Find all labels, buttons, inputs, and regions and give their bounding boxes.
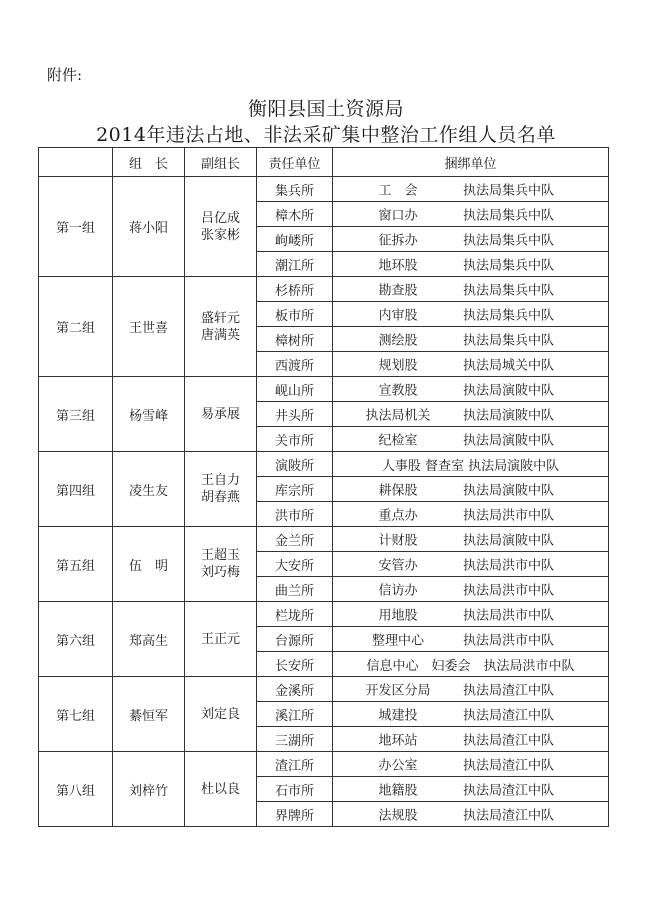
responsible-unit: 关市所 [257, 427, 333, 452]
bound-unit-squad: 执法局集兵中队 [463, 233, 555, 249]
deputy-name: 吕亿成 [200, 210, 240, 226]
group-name: 第八组 [39, 752, 113, 827]
group-name: 第一组 [39, 177, 113, 277]
bound-units [333, 252, 609, 277]
deputy-leaders [185, 527, 257, 602]
group-leader: 郑高生 [113, 602, 185, 677]
bound-unit-squad: 执法局渣江中队 [463, 783, 555, 799]
bound-units [333, 277, 609, 302]
document-subtitle: 2014年违法占地、非法采矿集中整治工作组人员名单 [96, 124, 556, 146]
bound-units [333, 652, 609, 677]
bound-unit-office: 耕保股 [378, 483, 418, 499]
header-row [39, 148, 609, 177]
bound-units [333, 427, 609, 452]
bound-unit-office: 办公室 [378, 758, 418, 774]
bound-unit-squad: 执法局集兵中队 [463, 283, 555, 299]
group-leader: 刘梓竹 [113, 752, 185, 827]
bound-unit-office: 地环站 [378, 733, 418, 749]
responsible-unit: 樟树所 [257, 327, 333, 352]
table-row [39, 677, 609, 702]
deputy-name: 胡春燕 [200, 490, 240, 505]
bound-units [333, 352, 609, 377]
bound-unit-office: 用地股 [378, 608, 418, 624]
group-leader: 王世喜 [113, 277, 185, 377]
bound-unit-office: 宣教股 [378, 383, 418, 399]
bound-units [333, 202, 609, 227]
responsible-unit: 曲兰所 [257, 577, 333, 602]
bound-unit-office: 勘查股 [378, 283, 418, 299]
responsible-unit: 岣嵝所 [257, 227, 333, 252]
responsible-unit: 金兰所 [257, 527, 333, 552]
deputy-name: 易承展 [200, 406, 240, 422]
bound-unit-squad: 执法局城关中队 [463, 358, 555, 374]
deputy-name: 刘巧梅 [200, 565, 240, 580]
responsible-unit: 三湖所 [257, 727, 333, 752]
responsible-unit: 板市所 [257, 302, 333, 327]
group-name: 第六组 [39, 602, 113, 677]
bound-units [333, 777, 609, 802]
group-leader: 杨雪峰 [113, 377, 185, 452]
deputy-leaders [185, 177, 257, 277]
deputy-name: 刘定良 [200, 706, 240, 722]
bound-unit-squad: 执法局洪市中队 [463, 633, 555, 649]
table-row [39, 452, 609, 477]
responsible-unit: 溪江所 [257, 702, 333, 727]
col-header-group [39, 148, 113, 177]
table-row [39, 177, 609, 202]
bound-unit-squad: 执法局渣江中队 [463, 733, 555, 749]
table-row [39, 527, 609, 552]
bound-unit-squad: 执法局洪市中队 [463, 558, 555, 574]
responsible-unit: 库宗所 [257, 477, 333, 502]
responsible-unit: 西渡所 [257, 352, 333, 377]
bound-unit-squad: 执法局渣江中队 [463, 708, 555, 724]
bound-unit-office: 执法局机关 [365, 408, 431, 424]
deputy-leaders [185, 602, 257, 677]
deputy-name: 唐满英 [200, 327, 240, 343]
bound-unit-office: 测绘股 [378, 333, 418, 349]
col-header-leader: 组 长 [113, 148, 185, 177]
bound-unit-office: 整理中心 [371, 633, 424, 649]
bound-unit-squad: 执法局渣江中队 [463, 758, 555, 774]
deputy-leaders [185, 452, 257, 527]
bound-unit-office: 规划股 [378, 358, 418, 374]
bound-units [333, 627, 609, 652]
bound-unit-office: 地环股 [378, 258, 418, 274]
bound-unit-office: 安管办 [378, 558, 418, 574]
deputy-leaders [185, 377, 257, 452]
col-header-deputy: 副组长 [185, 148, 257, 177]
bound-unit-squad: 执法局演陂中队 [463, 408, 555, 424]
deputy-name: 张家彬 [200, 227, 240, 243]
bound-units [333, 402, 609, 427]
responsible-unit: 界牌所 [257, 802, 333, 827]
responsible-unit: 岘山所 [257, 377, 333, 402]
bound-units [333, 802, 609, 827]
bound-unit-squad: 执法局集兵中队 [463, 308, 555, 324]
bound-unit-squad: 执法局演陂中队 [463, 483, 555, 499]
bound-unit-squad: 执法局洪市中队 [463, 508, 555, 524]
table-row [39, 277, 609, 302]
responsible-unit: 石市所 [257, 777, 333, 802]
bound-unit-squad: 执法局集兵中队 [463, 333, 555, 349]
bound-units [333, 577, 609, 602]
group-name: 第二组 [39, 277, 113, 377]
deputy-name: 王正元 [200, 631, 240, 647]
bound-unit-squad: 执法局集兵中队 [463, 258, 555, 274]
attachment-label: 附件: [47, 66, 83, 84]
group-name: 第三组 [39, 377, 113, 452]
document-title: 衡阳县国土资源局 [247, 98, 404, 120]
deputy-leaders [185, 677, 257, 752]
deputy-name: 杜以良 [200, 781, 240, 797]
responsible-unit: 杉桥所 [257, 277, 333, 302]
bound-unit-squad: 执法局集兵中队 [463, 183, 555, 199]
bound-units [333, 502, 609, 527]
bound-unit-squad: 执法局渣江中队 [463, 808, 555, 824]
bound-unit-combined: 人事股 督查室 执法局演陂中队 [381, 458, 560, 474]
responsible-unit: 演陂所 [257, 452, 333, 477]
group-leader: 蒋小阳 [113, 177, 185, 277]
bound-unit-squad: 执法局洪市中队 [463, 608, 555, 624]
table-row [39, 602, 609, 627]
roster-table [38, 147, 609, 827]
bound-unit-office: 计财股 [378, 533, 418, 549]
bound-unit-office: 重点办 [378, 508, 418, 524]
responsible-unit: 台源所 [257, 627, 333, 652]
group-name: 第七组 [39, 677, 113, 752]
bound-units [333, 602, 609, 627]
bound-units [333, 552, 609, 577]
bound-units [333, 452, 609, 477]
group-leader: 凌生友 [113, 452, 185, 527]
bound-units [333, 302, 609, 327]
group-name: 第五组 [39, 527, 113, 602]
bound-unit-squad: 执法局演陂中队 [463, 383, 555, 399]
bound-units [333, 752, 609, 777]
bound-units [333, 477, 609, 502]
bound-unit-office: 开发区分局 [365, 683, 431, 699]
bound-unit-squad: 执法局洪市中队 [463, 583, 555, 599]
bound-unit-office: 地籍股 [378, 783, 418, 799]
responsible-unit: 洪市所 [257, 502, 333, 527]
bound-units [333, 227, 609, 252]
deputy-name: 王超玉 [200, 548, 240, 563]
group-leader: 伍 明 [113, 527, 185, 602]
bound-units [333, 177, 609, 202]
bound-unit-office: 内审股 [378, 308, 418, 324]
col-header-bound: 捆绑单位 [333, 148, 609, 177]
bound-unit-office: 信访办 [378, 583, 418, 599]
deputy-leaders [185, 277, 257, 377]
bound-unit-office: 窗口办 [378, 208, 418, 224]
bound-unit-combined: 信息中心 妇委会 执法局洪市中队 [366, 658, 575, 674]
responsible-unit: 渣江所 [257, 752, 333, 777]
bound-unit-office: 征拆办 [378, 233, 418, 249]
responsible-unit: 潮江所 [257, 252, 333, 277]
bound-units [333, 327, 609, 352]
table-row [39, 752, 609, 777]
bound-unit-office: 工 会 [378, 183, 418, 199]
bound-unit-office: 城建投 [378, 708, 418, 724]
deputy-name: 盛轩元 [200, 310, 240, 326]
responsible-unit: 井头所 [257, 402, 333, 427]
bound-unit-squad: 执法局集兵中队 [463, 208, 555, 224]
responsible-unit: 栏垅所 [257, 602, 333, 627]
bound-unit-office: 纪检室 [378, 433, 418, 449]
bound-units [333, 727, 609, 752]
responsible-unit: 集兵所 [257, 177, 333, 202]
bound-units [333, 702, 609, 727]
group-leader: 綦恒军 [113, 677, 185, 752]
deputy-leaders [185, 752, 257, 827]
col-header-unit: 责任单位 [257, 148, 333, 177]
responsible-unit: 长安所 [257, 652, 333, 677]
bound-unit-squad: 执法局演陂中队 [463, 433, 555, 449]
table-row [39, 377, 609, 402]
bound-units [333, 677, 609, 702]
responsible-unit: 金溪所 [257, 677, 333, 702]
bound-units [333, 527, 609, 552]
bound-unit-squad: 执法局渣江中队 [463, 683, 555, 699]
responsible-unit: 大安所 [257, 552, 333, 577]
responsible-unit: 樟木所 [257, 202, 333, 227]
bound-unit-squad: 执法局演陂中队 [463, 533, 555, 549]
bound-unit-office: 法规股 [378, 808, 418, 824]
bound-units [333, 377, 609, 402]
group-name: 第四组 [39, 452, 113, 527]
deputy-name: 王自力 [200, 473, 240, 488]
